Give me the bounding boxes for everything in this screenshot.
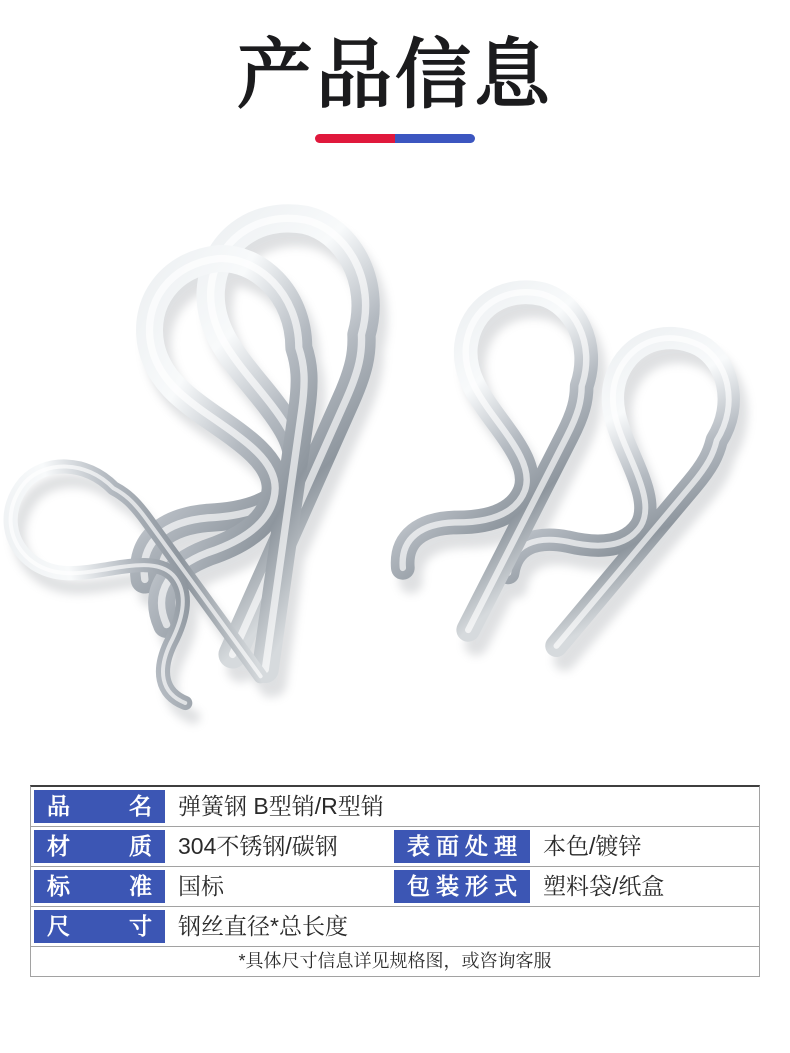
- page-title: 产品信息: [237, 33, 553, 118]
- spec-label-cell: 尺寸: [34, 910, 165, 943]
- spec-label-cell: 材质: [34, 830, 165, 863]
- spec-label-cell: 包装形式: [394, 870, 530, 903]
- spec-label-cell: 表面处理: [394, 830, 530, 863]
- spec-row-size: [31, 906, 759, 946]
- spec-label-cell: 标准: [34, 870, 165, 903]
- spec-value-cell: 本色/镀锌: [543, 833, 642, 860]
- page-header: [0, 0, 790, 143]
- spec-label-cell: 品名: [34, 790, 165, 823]
- r-pin-photo-illustration: [0, 152, 790, 772]
- spec-value-cell: 塑料袋/纸盒: [543, 873, 665, 900]
- spec-row-material-surface: [31, 826, 759, 866]
- spec-row-product-name: [31, 787, 759, 826]
- spec-footnote: *具体尺寸信息详见规格图，或咨询客服: [31, 946, 759, 976]
- product-photo: [0, 152, 790, 772]
- spec-value-cell: 弹簧钢 B型销/R型销: [178, 793, 384, 820]
- spec-value-cell: 304不锈钢/碳钢: [178, 833, 338, 860]
- spec-value-cell: 国标: [178, 873, 224, 900]
- spec-table: [30, 785, 760, 977]
- title-divider-bar: [315, 134, 475, 143]
- spec-row-standard-packaging: [31, 866, 759, 906]
- spec-value-cell: 钢丝直径*总长度: [178, 913, 348, 940]
